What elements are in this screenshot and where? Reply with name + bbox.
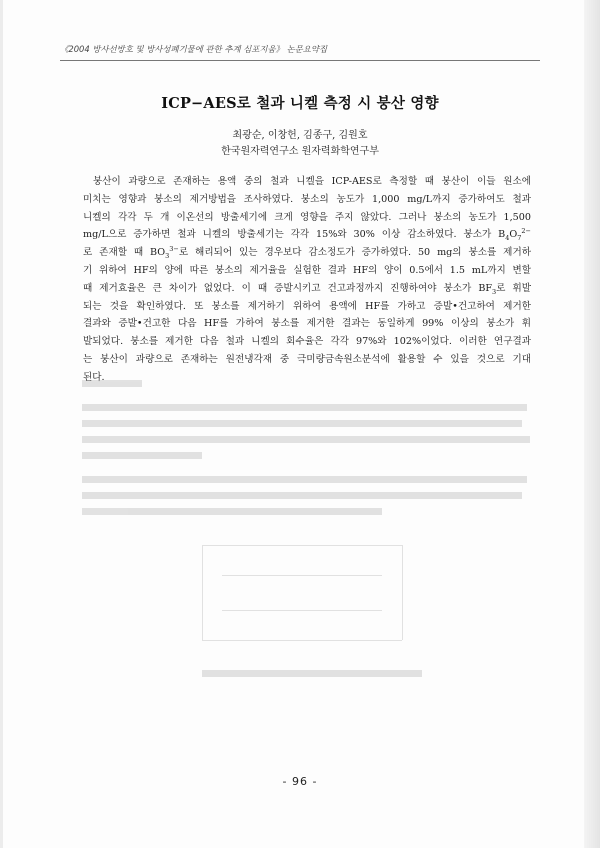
reverse-side-bleed-through xyxy=(82,380,532,680)
abstract-line: 결과와 증발•건고한 다음 HF를 가하여 붕소를 제거한 결과는 동일하게 99% 이상의 붕소가 휘 xyxy=(83,318,531,330)
author-affiliation: 한국원자력연구소 원자력화학연구부 xyxy=(221,146,379,157)
abstract-line: 기 위하여 HF의 양에 따른 붕소의 제거율을 실험한 결과 HF의 양이 0.5에서 1.5 mL까지 변할 xyxy=(83,264,531,276)
abstract-line: 되는 것을 확인하였다. 또 붕소를 제거하기 위하여 용액에 HF를 가하고 증발•건고하여 제거한 xyxy=(83,300,531,312)
abstract-line-bo3: 로 존재할 때 $BO_3^{3-}$로 해리되어 있는 경우보다 감소정도가 증가하였다. 50 mg의 붕소를 제거하 xyxy=(83,245,531,261)
abstract-line: 미치는 영향과 붕소의 제거방법을 조사하였다. 붕소의 농도가 1,000 mg/L까지 증가하여도 철과 xyxy=(83,193,531,205)
abstract-line: 된다. xyxy=(83,371,105,383)
abstract-line: 붕산이 과량으로 존재하는 용액 중의 철과 니켈을 ICP-AES로 측정할 때 붕산이 이들 원소에 xyxy=(93,176,531,187)
header-divider xyxy=(60,60,540,61)
abstract-line-bf3: 때 제거효율은 큰 차이가 없었다. 이 때 증발시키고 건고과정까지 진행하여야 붕소가 $BF_3$로 휘발 xyxy=(83,282,531,296)
article-title: ICP−AES로 철과 니켈 측정 시 붕산 영향 xyxy=(161,95,439,112)
abstract-line-b4o7: mg/L으로 증가하면 철과 니켈의 방출세기는 각각 15%와 30% 이상 감소하였다. 붕소가 $B_4O_7^{2-}$ xyxy=(83,227,531,243)
running-header: 《2004 방사선방호 및 방사성폐기물에 관한 추계 심포지움》 논문요약집 xyxy=(60,44,328,54)
abstract-line: 는 붕산이 과량으로 존재하는 원전냉각재 중 극미량금속원소분석에 활용할 수 있을 것으로 기대 xyxy=(83,353,531,365)
abstract-line: 니켈의 각각 두 개 이온선의 방출세기에 크게 영향을 주지 않았다. 그러나 붕소의 농도가 1,500 xyxy=(83,211,531,223)
abstract-body xyxy=(83,173,531,387)
abstract-line: 발되었다. 붕소를 제거한 다음 철과 니켈의 회수율은 각각 97%와 102%이었다. 이러한 연구결과 xyxy=(83,336,531,348)
page-number: - 96 - xyxy=(282,775,318,788)
author-list: 최광순, 이창헌, 김종구, 김원호 xyxy=(232,130,368,141)
